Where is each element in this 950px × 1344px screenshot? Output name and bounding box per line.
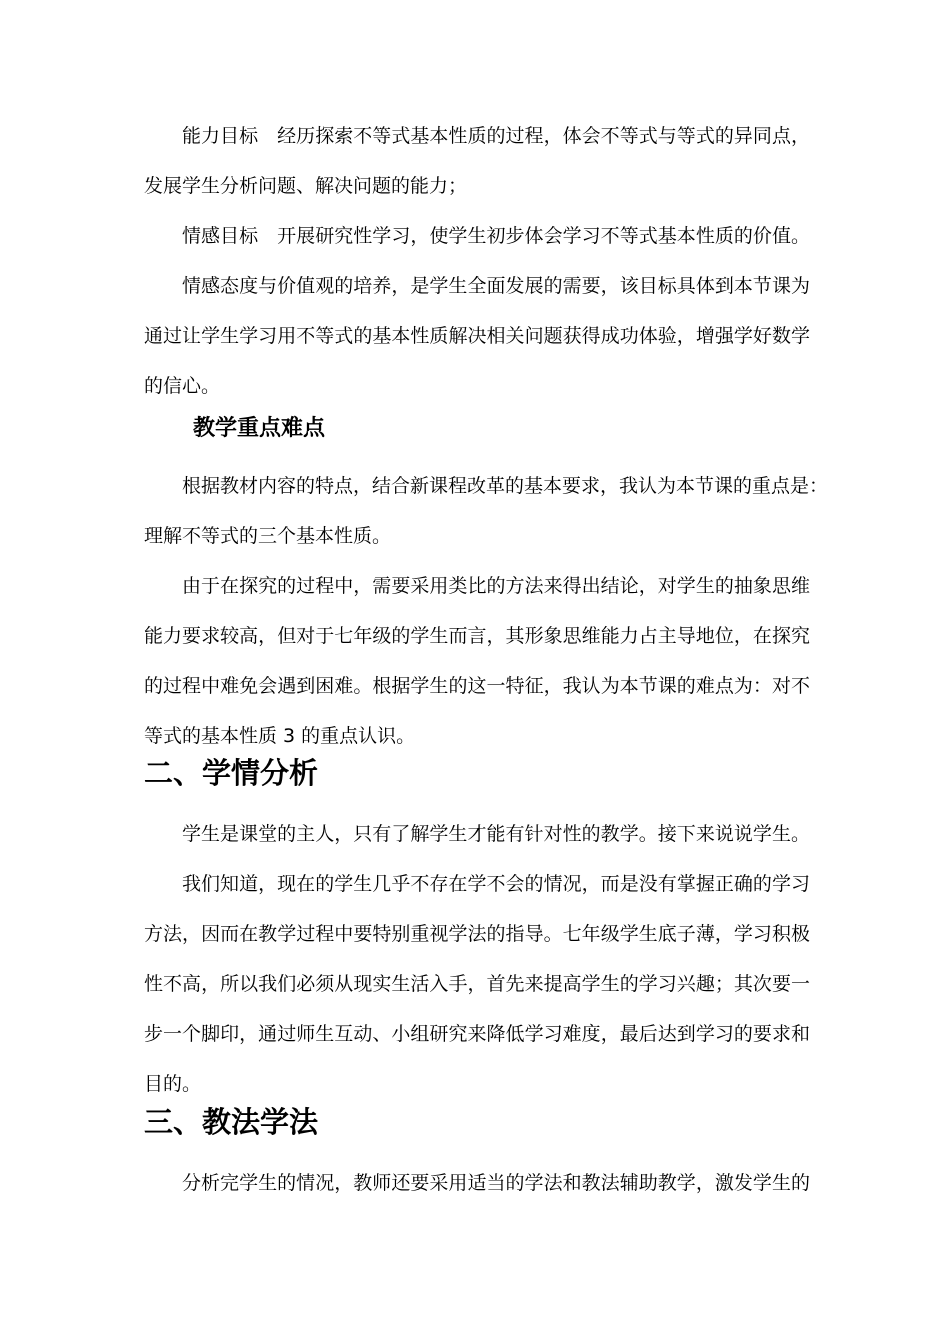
paragraph-line: 通过让学生学习用不等式的基本性质解决相关问题获得成功体验，增强学好数学 bbox=[144, 325, 810, 347]
paragraph-line: 步一个脚印，通过师生互动、小组研究来降低学习难度，最后达到学习的要求和 bbox=[144, 1023, 810, 1045]
paragraph-line: 方法，因而在教学过程中要特别重视学法的指导。七年级学生底子薄，学习积极 bbox=[144, 923, 810, 945]
section-heading-teaching-methods: 三、教法学法 bbox=[144, 1105, 319, 1139]
paragraph-line: 等式的基本性质 3 的重点认识。 bbox=[144, 725, 416, 747]
paragraph-line: 理解不等式的三个基本性质。 bbox=[144, 525, 392, 547]
paragraph-line: 性不高，所以我们必须从现实生活入手，首先来提高学生的学习兴趣；其次要一 bbox=[144, 973, 810, 995]
paragraph-line: 目的。 bbox=[144, 1073, 202, 1095]
paragraph-line: 分析完学生的情况，教师还要采用适当的学法和教法辅助教学，激发学生的 bbox=[182, 1172, 810, 1194]
paragraph-line: 能力目标 经历探索不等式基本性质的过程，体会不等式与等式的异同点， bbox=[182, 125, 810, 147]
paragraph-line: 我们知道，现在的学生几乎不存在学不会的情况，而是没有掌握正确的学习 bbox=[182, 873, 810, 895]
paragraph-line: 的过程中难免会遇到困难。根据学生的这一特征，我认为本节课的难点为：对不 bbox=[144, 675, 810, 697]
paragraph-line: 的信心。 bbox=[144, 375, 221, 397]
subheading-key-points: 教学重点难点 bbox=[193, 416, 326, 441]
paragraph-line: 情感态度与价值观的培养，是学生全面发展的需要，该目标具体到本节课为 bbox=[182, 275, 810, 297]
paragraph-line: 根据教材内容的特点，结合新课程改革的基本要求，我认为本节课的重点是： bbox=[182, 475, 829, 497]
section-heading-student-analysis: 二、学情分析 bbox=[144, 756, 319, 790]
paragraph-line: 能力要求较高，但对于七年级的学生而言，其形象思维能力占主导地位，在探究 bbox=[144, 625, 810, 647]
paragraph-line: 学生是课堂的主人，只有了解学生才能有针对性的教学。接下来说说学生。 bbox=[182, 823, 810, 845]
paragraph-line: 发展学生分析问题、解决问题的能力； bbox=[144, 175, 468, 197]
paragraph-line: 情感目标 开展研究性学习，使学生初步体会学习不等式基本性质的价值。 bbox=[182, 225, 810, 247]
paragraph-line: 由于在探究的过程中，需要采用类比的方法来得出结论，对学生的抽象思维 bbox=[182, 575, 810, 597]
